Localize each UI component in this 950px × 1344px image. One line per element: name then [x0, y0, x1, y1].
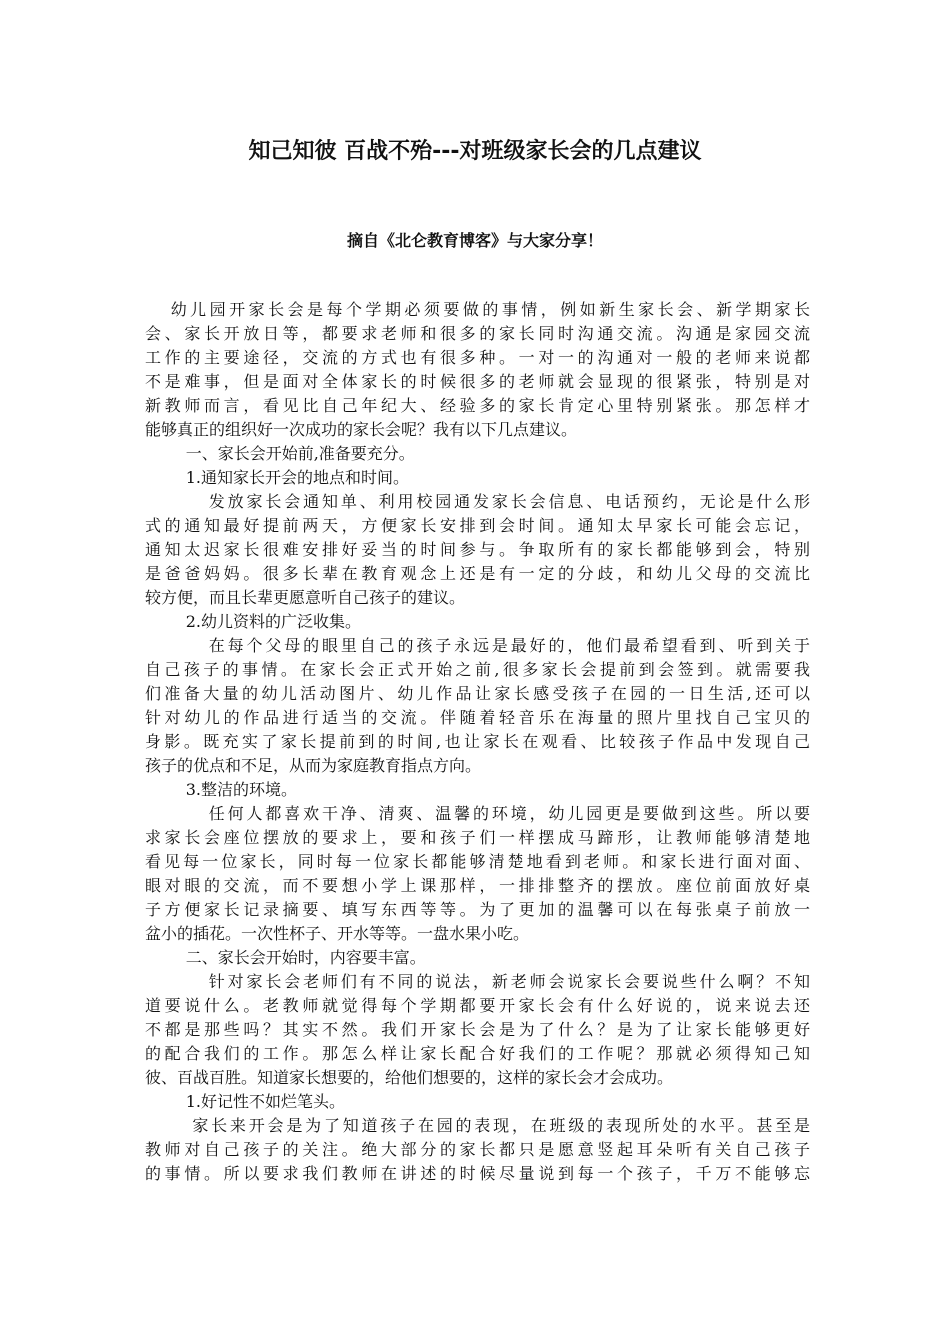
text-line: 发放家长会通知单、利用校园通发家长会信息、电话预约，无论是什么形 [145, 492, 810, 511]
text-line: 孩子的优点和不足，从而为家庭教育指点方向。 [145, 756, 482, 775]
text-line: 针对家长会老师们有不同的说法，新老师会说家长会要说些什么啊？不知 [145, 972, 810, 991]
text-line: 子方便家长记录摘要、填写东西等等。为了更加的温馨可以在每张桌子前放一 [145, 900, 810, 919]
body-text [145, 298, 810, 1186]
text-line: 身影。既充实了家长提前到的时间,也让家长在观看、比较孩子作品中发现自己 [145, 732, 810, 751]
text-line: 是爸爸妈妈。很多长辈在教育观念上还是有一定的分歧，和幼儿父母的交流比 [145, 564, 810, 583]
text-line: 3.整洁的环境。 [145, 780, 297, 799]
text-line: 针对幼儿的作品进行适当的交流。伴随着轻音乐在海量的照片里找自己宝贝的 [145, 708, 810, 727]
text-line: 新教师而言，看见比自己年纪大、经验多的家长肯定心里特别紧张。那怎样才 [145, 396, 810, 415]
text-line: 在每个父母的眼里自己的孩子永远是最好的，他们最希望看到、听到关于 [145, 636, 810, 655]
text-line: 会、家长开放日等，都要求老师和很多的家长同时沟通交流。沟通是家园交流 [145, 324, 810, 343]
text-line: 的配合我们的工作。那怎么样让家长配合好我们的工作呢？那就必须得知己知 [145, 1044, 810, 1063]
text-line: 家长来开会是为了知道孩子在园的表现，在班级的表现所处的水平。甚至是 [145, 1116, 810, 1135]
text-line: 能够真正的组织好一次成功的家长会呢？我有以下几点建议。 [145, 420, 578, 439]
text-line: 任何人都喜欢干净、清爽、温馨的环境，幼儿园更是要做到这些。所以要 [145, 804, 810, 823]
text-line: 们准备大量的幼儿活动图片、幼儿作品让家长感受孩子在园的一日生活,还可以 [145, 684, 810, 703]
text-line: 一、家长会开始前,准备要充分。 [145, 444, 415, 463]
text-line: 彼、百战百胜。知道家长想要的，给他们想要的，这样的家长会才会成功。 [145, 1068, 674, 1087]
text-line: 不都是那些吗？其实不然。我们开家长会是为了什么？是为了让家长能够更好 [145, 1020, 810, 1039]
text-line: 较方便，而且长辈更愿意听自己孩子的建议。 [145, 588, 466, 607]
text-line: 求家长会座位摆放的要求上，要和孩子们一样摆成马蹄形，让教师能够清楚地 [145, 828, 810, 847]
text-line: 通知太迟家长很难安排好妥当的时间参与。争取所有的家长都能够到会，特别 [145, 540, 810, 559]
text-line: 二、家长会开始时，内容要丰富。 [145, 948, 426, 967]
text-line: 不是难事，但是面对全体家长的时候很多的老师就会显现的很紧张，特别是对 [145, 372, 810, 391]
text-line: 2.幼儿资料的广泛收集。 [145, 612, 361, 631]
text-line: 看见每一位家长，同时每一位家长都能够清楚地看到老师。和家长进行面对面、 [145, 852, 810, 871]
text-line: 工作的主要途径，交流的方式也有很多种。一对一的沟通对一般的老师来说都 [145, 348, 810, 367]
text-line: 的事情。所以要求我们教师在讲述的时候尽量说到每一个孩子，千万不能够忘 [145, 1164, 810, 1183]
document-subtitle: 摘自《北仑教育博客》与大家分享！ [346, 231, 603, 250]
text-line: 教师对自己孩子的关注。绝大部分的家长都只是愿意竖起耳朵听有关自己孩子 [145, 1140, 810, 1159]
text-line: 盆小的插花。一次性杯子、开水等等。一盘水果小吃。 [145, 924, 530, 943]
text-line: 自己孩子的事情。在家长会正式开始之前,很多家长会提前到会签到。就需要我 [145, 660, 810, 679]
text-line: 眼对眼的交流，而不要想小学上课那样，一排排整齐的摆放。座位前面放好桌 [145, 876, 810, 895]
text-line: 道要说什么。老教师就觉得每个学期都要开家长会有什么好说的，说来说去还 [145, 996, 810, 1015]
text-line: 幼儿园开家长会是每个学期必须要做的事情，例如新生家长会、新学期家长 [145, 300, 810, 319]
text-line: 式的通知最好提前两天，方便家长安排到会时间。通知太早家长可能会忘记， [145, 516, 810, 535]
text-line: 1.好记性不如烂笔头。 [145, 1092, 345, 1111]
document-title: 知己知彼 百战不殆---对班级家长会的几点建议 [248, 139, 702, 164]
text-line: 1.通知家长开会的地点和时间。 [145, 468, 409, 487]
